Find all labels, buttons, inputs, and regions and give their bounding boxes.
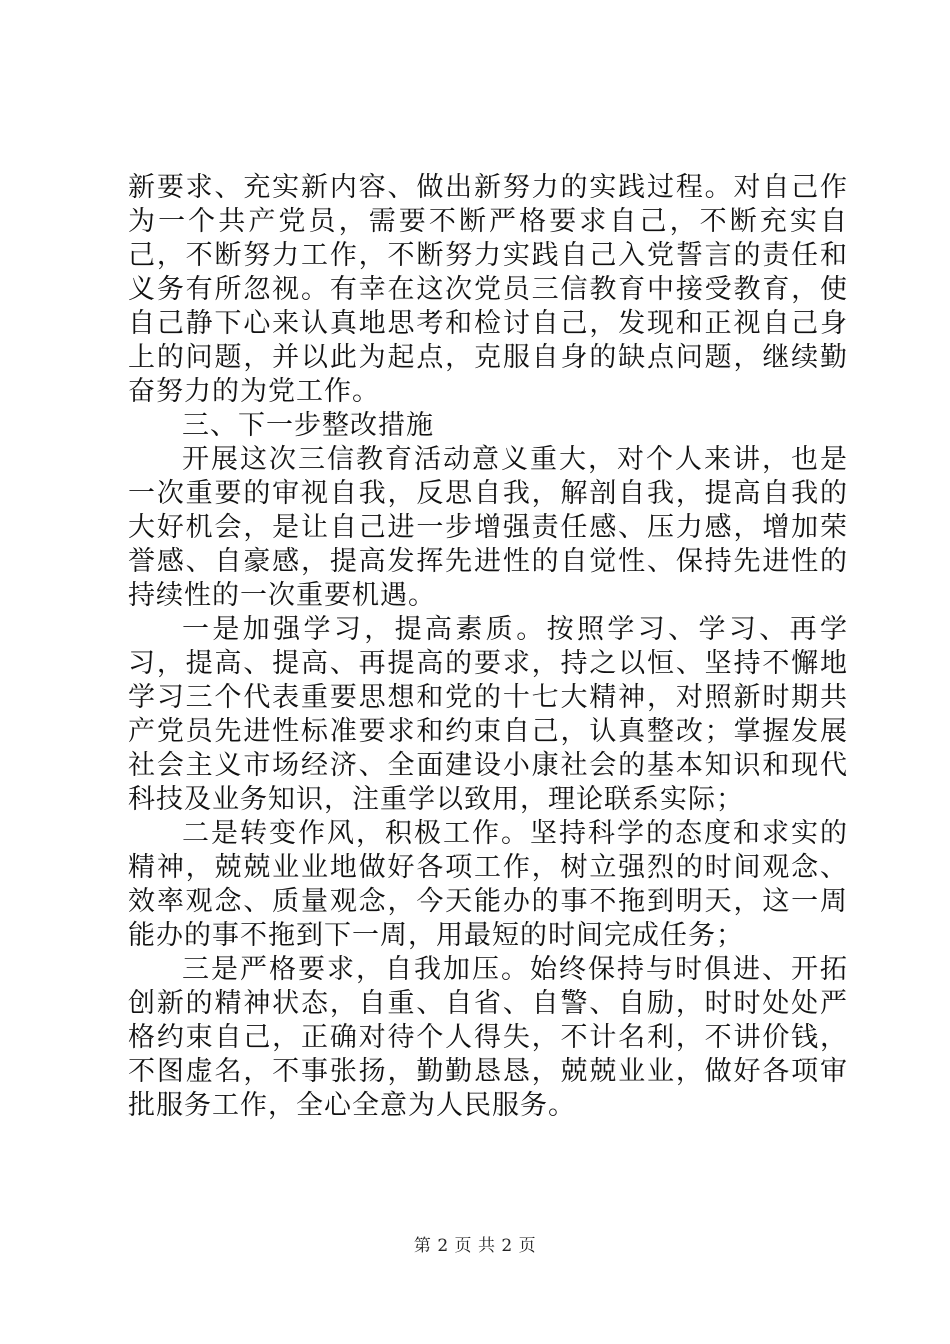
section-heading-next-steps: 三、下一步整改措施 [182,410,434,441]
paragraph-significance: 开展这次三信教育活动意义重大，对个人来讲，也是一次重要的审视自我，反思自我，解剖自我，提高自我的大好机会，是让自己进一步增强责任感、压力感，增加荣誉感、自豪感，提高发挥先进性的自觉性、保持先进性的持续性的一次重要机遇。 [128,444,848,611]
paragraph-measure-two: 二是转变作风，积极工作。坚持科学的态度和求实的精神，兢兢业业地做好各项工作，树立强烈的时间观念、效率观念、质量观念，今天能办的事不拖到明天，这一周能办的事不拖到下一周，用最短的时间完成任务； [128,818,848,951]
page-number-footer: 第 2 页 共 2 页 [413,1236,537,1256]
paragraph-measure-one: 一是加强学习，提高素质。按照学习、学习、再学习，提高、提高、再提高的要求，持之以恒、坚持不懈地学习三个代表重要思想和党的十七大精神，对照新时期共产党员先进性标准要求和约束自己，认真整改；掌握发展社会主义市场经济、全面建设小康社会的基本知识和现代科技及业务知识，注重学以致用，理论联系实际； [128,614,848,815]
document-body [128,171,848,1123]
paragraph-continuation: 新要求、充实新内容、做出新努力的实践过程。对自己作为一个共产党员，需要不断严格要求自己，不断充实自己，不断努力工作，不断努力实践自己入党誓言的责任和义务有所忽视。有幸在这次党员三信教育中接受教育，使自己静下心来认真地思考和检讨自己，发现和正视自己身上的问题，并以此为起点，克服自身的缺点问题，继续勤奋努力的为党工作。 [128,172,848,407]
paragraph-measure-three: 三是严格要求，自我加压。始终保持与时俱进、开拓创新的精神状态，自重、自省、自警、自励，时时处处严格约束自己，正确对待个人得失，不计名利，不讲价钱，不图虚名，不事张扬，勤勤恳恳，兢兢业业，做好各项审批服务工作，全心全意为人民服务。 [128,954,848,1121]
